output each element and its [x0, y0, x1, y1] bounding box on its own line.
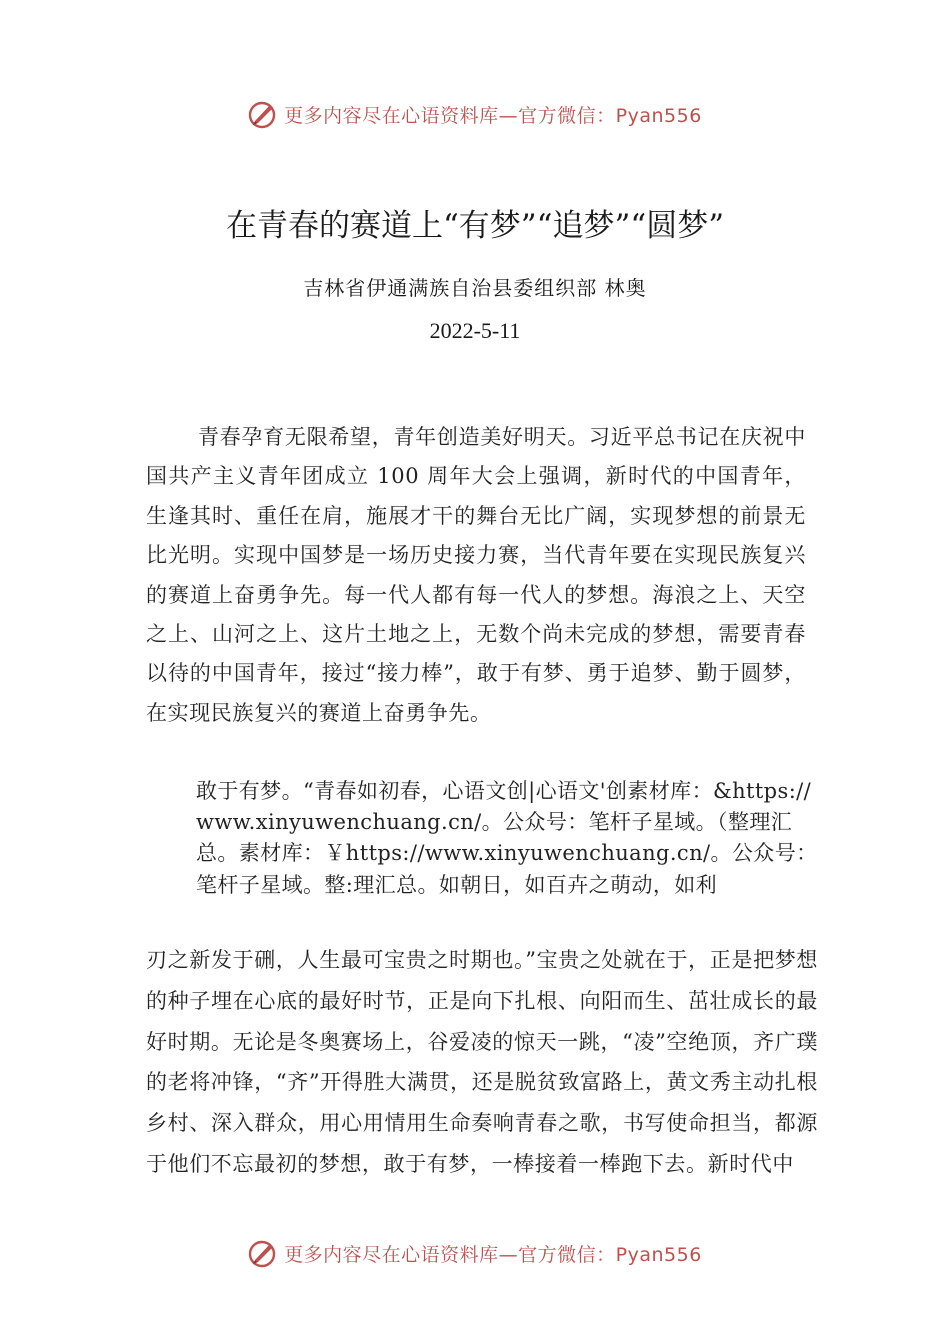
body-paragraph-3: 刃之新发于硎，人生最可宝贵之时期也。”宝贵之处就在于，正是把梦想的种子埋在心底的最好时节，正是向下扎根、向阳而生、茁壮成长的最好时期。无论是冬奥赛场上，谷爱凌的惊天一跳，“凌”空绝顶，齐广璞的老将冲锋，“齐”开得胜大满贯，还是脱贫致富路上，黄文秀主动扎根乡村、深入群众，用心用情用生命奏响青春之歌，书写使命担当，都源于他们不忘最初的梦想，敢于有梦，一棒接着一棒跑下去。新时代中 — [146, 948, 818, 1176]
header-banner — [0, 94, 950, 134]
body-paragraph-2: 敢于有梦。“青春如初春，心语文创|心语文'创素材库：&https://www.xinyuwenchuang.cn/。公众号：笔杆子星域。（整理汇总。素材库：￥https://www.xinyuwenchuang.cn/。公众号：笔杆子星域。整:理汇总。如朝日，如百卉之萌动，如利 — [196, 779, 818, 897]
header-banner-text: 更多内容尽在心语资料库—官方微信：Pyan556 — [284, 104, 702, 127]
author-line: 吉林省伊通满族自治县委组织部 林奥 — [303, 276, 647, 300]
publish-date: 2022-5-11 — [429, 318, 521, 343]
body-paragraph-1: 青春孕育无限希望，青年创造美好明天。习近平总书记在庆祝中国共产主义青年团成立 100 周年大会上强调，新时代的中国青年，生逢其时、重任在肩，施展才干的舞台无比广阔，实现梦想的前景无比光明。实现中国梦是一场历史接力赛，当代青年要在实现民族复兴的赛道上奋勇争先。每一代人都有每一代人的梦想。海浪之上、天空之上、山河之上、这片土地之上，无数个尚未完成的梦想，需要青春以待的中国青年，接过“接力棒”，敢于有梦、勇于追梦、勤于圆梦，在实现民族复兴的赛道上奋勇争先。 — [146, 425, 806, 725]
footer-banner — [0, 1233, 950, 1273]
page-title: 在青春的赛道上“有梦”“追梦”“圆梦” — [225, 208, 725, 244]
pen-circle-logo-icon — [248, 99, 278, 129]
pen-circle-logo-icon — [248, 1238, 278, 1268]
footer-banner-text: 更多内容尽在心语资料库—官方微信：Pyan556 — [284, 1243, 702, 1266]
